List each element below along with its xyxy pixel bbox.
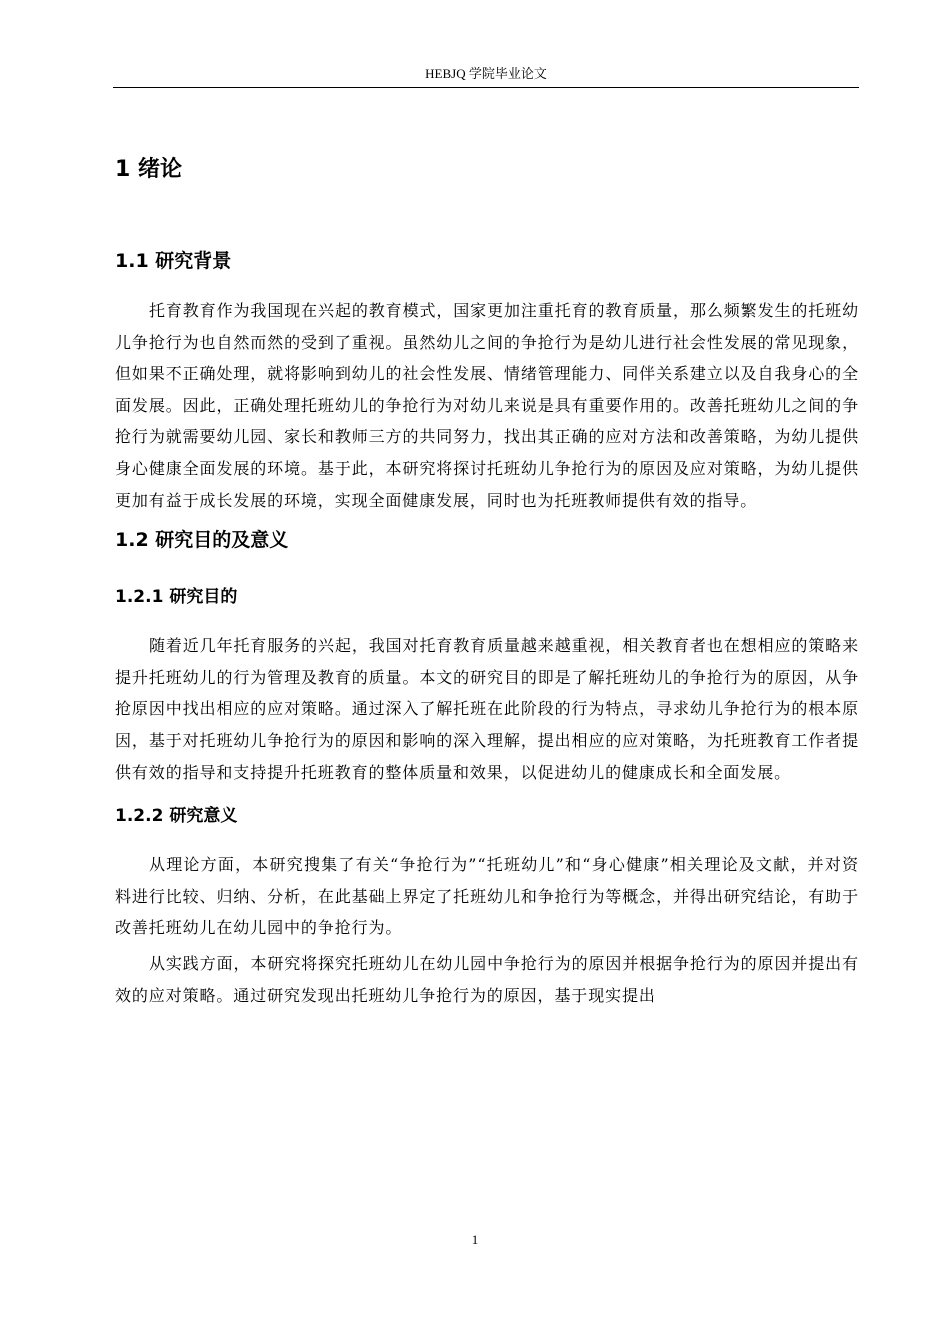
page-content <box>115 150 859 1011</box>
section-title-1-1: 1.1 研究背景 <box>115 250 232 272</box>
paragraph-purpose: 随着近几年托育服务的兴起，我国对托育教育质量越来越重视，相关教育者也在想相应的策略来提升托班幼儿的行为管理及教育的质量。本文的研究目的即是了解托班幼儿的争抢行为的原因，从争抢原因中找出相应的应对策略。通过深入了解托班在此阶段的行为特点，寻求幼儿争抢行为的根本原因，基于对托班幼儿争抢行为的原因和影响的深入理解，提出相应的应对策略，为托班教育工作者提供有效的指导和支持提升托班教育的整体质量和效果，以促进幼儿的健康成长和全面发展。 <box>115 636 859 782</box>
paragraph-significance-theory: 从理论方面，本研究搜集了有关“争抢行为”“托班幼儿”和“身心健康”相关理论及文献，并对资料进行比较、归纳、分析，在此基础上界定了托班幼儿和争抢行为等概念，并得出研究结论，有助于改善托班幼儿在幼儿园中的争抢行为。 <box>115 855 859 938</box>
chapter-title: 1 绪论 <box>115 157 182 182</box>
page-number: 1 <box>471 1232 479 1247</box>
subsection-title-1-2-1: 1.2.1 研究目的 <box>115 587 238 608</box>
paragraph-significance-practice: 从实践方面，本研究将探究托班幼儿在幼儿园中争抢行为的原因并根据争抢行为的原因并提出有效的应对策略。通过研究发现出托班幼儿争抢行为的原因，基于现实提出 <box>115 953 859 1005</box>
paragraph-background: 托育教育作为我国现在兴起的教育模式，国家更加注重托育的教育质量，那么频繁发生的托班幼儿争抢行为也自然而然的受到了重视。虽然幼儿之间的争抢行为是幼儿进行社会性发展的常见现象，但如果不正确处理，就将影响到幼儿的社会性发展、情绪管理能力、同伴关系建立以及自我身心的全面发展。因此，正确处理托班幼儿的争抢行为对幼儿来说是具有重要作用的。改善托班幼儿之间的争抢行为就需要幼儿园、家长和教师三方的共同努力，找出其正确的应对方法和改善策略，为幼儿提供身心健康全面发展的环境。基于此，本研究将探讨托班幼儿争抢行为的原因及应对策略，为幼儿提供更加有益于成长发展的环境，实现全面健康发展，同时也为托班教师提供有效的指导。 <box>115 301 859 510</box>
section-title-1-2: 1.2 研究目的及意义 <box>115 529 289 552</box>
page-header: HEBJQ 学院毕业论文 <box>113 64 859 88</box>
subsection-title-1-2-2: 1.2.2 研究意义 <box>115 806 238 827</box>
